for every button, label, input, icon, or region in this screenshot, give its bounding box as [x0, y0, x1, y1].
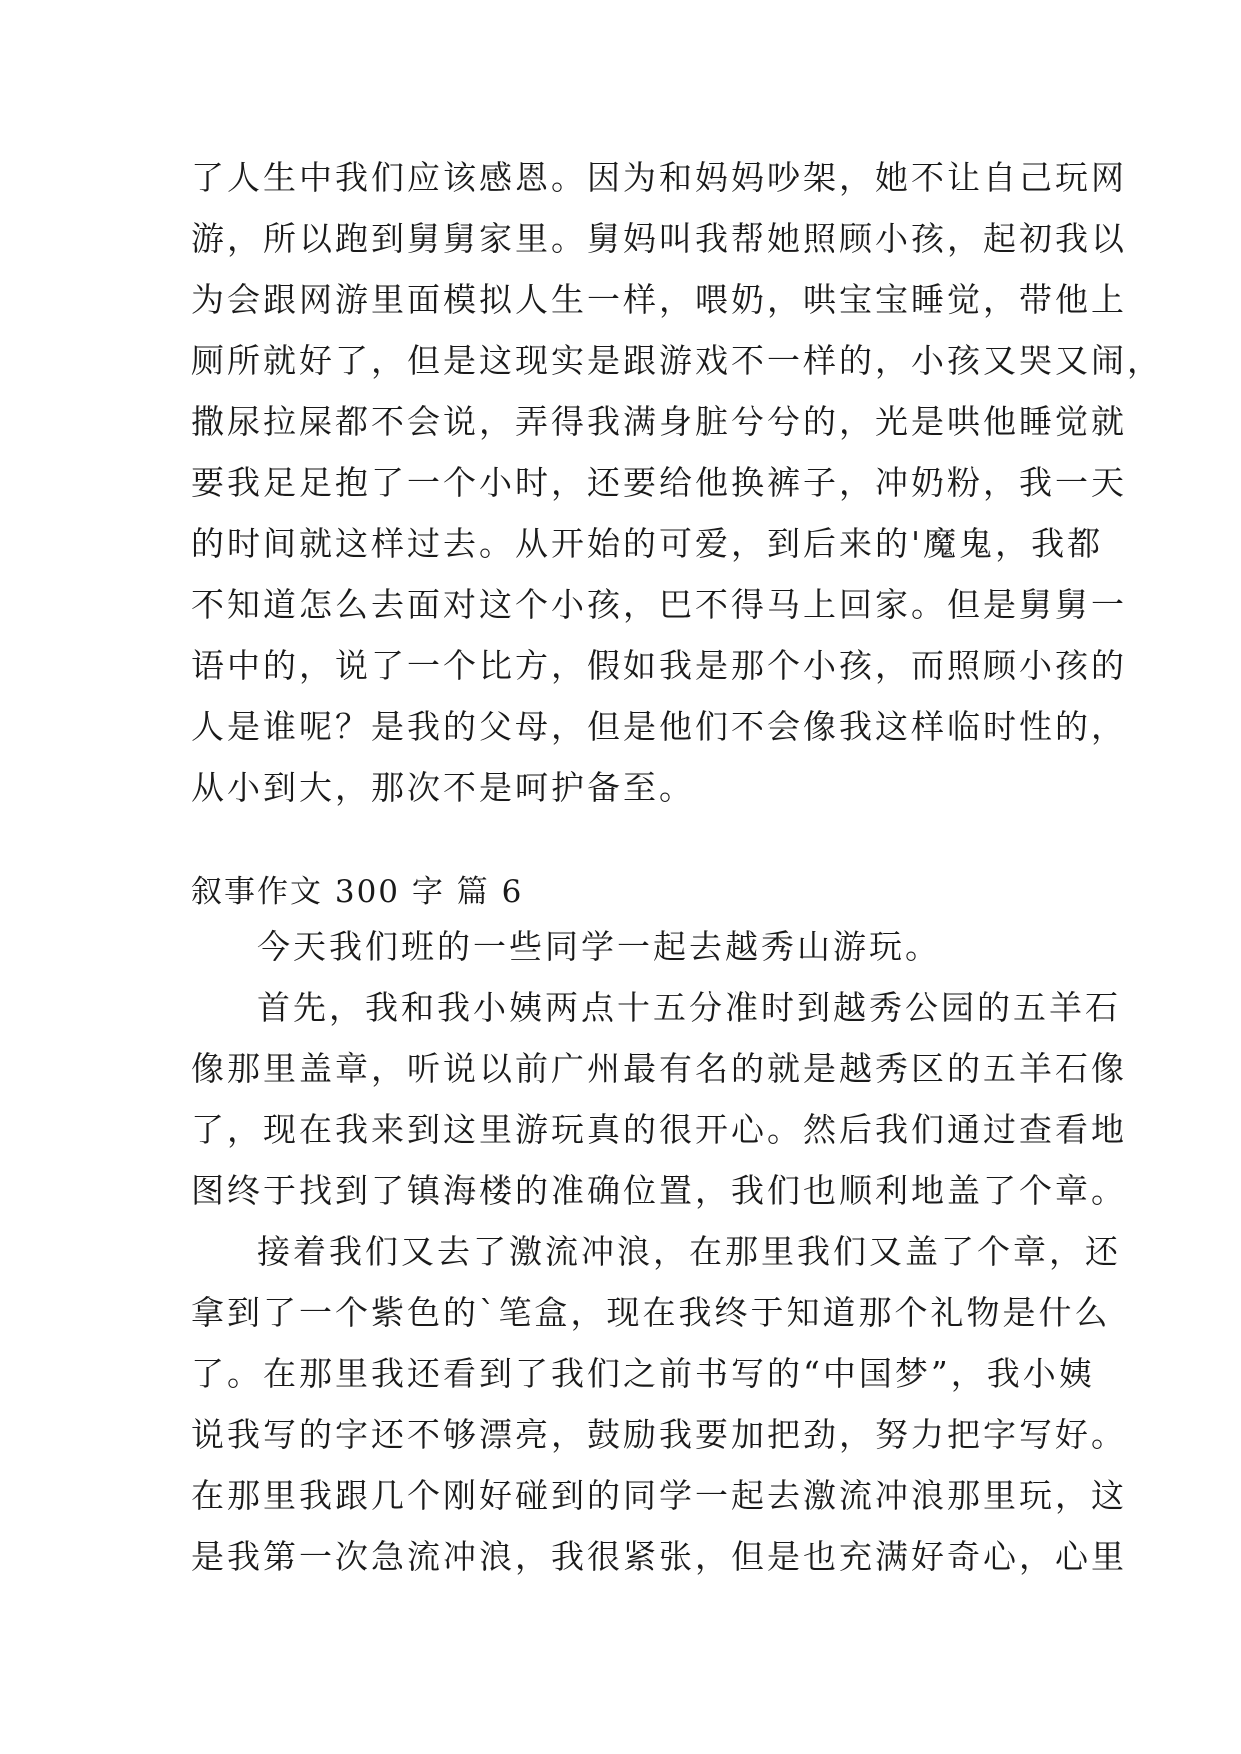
text-line: 的时间就这样过去。从开始的可爱，到后来的'魔鬼，我都	[191, 524, 1104, 563]
text-line: 不知道怎么去面对这个小孩，巴不得马上回家。但是舅舅一	[191, 585, 1127, 624]
text-line: 游，所以跑到舅舅家里。舅妈叫我帮她照顾小孩，起初我以	[191, 219, 1127, 258]
text-line: 人是谁呢？是我的父母，但是他们不会像我这样临时性的，	[191, 707, 1127, 746]
text-line: 图终于找到了镇海楼的准确位置，我们也顺利地盖了个章。	[191, 1171, 1127, 1210]
text-line: 是我第一次急流冲浪，我很紧张，但是也充满好奇心，心里	[191, 1537, 1127, 1576]
text-line: 了人生中我们应该感恩。因为和妈妈吵架，她不让自己玩网	[191, 158, 1127, 197]
text-line: 了，现在我来到这里游玩真的很开心。然后我们通过查看地	[191, 1110, 1127, 1149]
text-line: 拿到了一个紫色的`笔盒，现在我终于知道那个礼物是什么	[191, 1293, 1111, 1332]
text-line: 今天我们班的一些同学一起去越秀山游玩。	[257, 927, 941, 966]
text-line: 要我足足抱了一个小时，还要给他换裤子，冲奶粉，我一天	[191, 463, 1127, 502]
text-line: 首先，我和我小姨两点十五分准时到越秀公园的五羊石	[257, 988, 1121, 1027]
text-line: 像那里盖章，听说以前广州最有名的就是越秀区的五羊石像	[191, 1049, 1127, 1088]
text-line: 了。在那里我还看到了我们之前书写的“中国梦”，我小姨	[191, 1354, 1095, 1393]
text-line: 说我写的字还不够漂亮，鼓励我要加把劲，努力把字写好。	[191, 1415, 1127, 1454]
text-line: 厕所就好了，但是这现实是跟游戏不一样的，小孩又哭又闹，	[191, 341, 1163, 380]
text-line: 在那里我跟几个刚好碰到的同学一起去激流冲浪那里玩，这	[191, 1476, 1127, 1515]
text-line: 从小到大，那次不是呵护备至。	[191, 768, 695, 807]
text-line: 为会跟网游里面模拟人生一样，喂奶，哄宝宝睡觉，带他上	[191, 280, 1127, 319]
section-heading: 叙事作文 300 字 篇 6	[191, 874, 524, 910]
text-line: 接着我们又去了激流冲浪，在那里我们又盖了个章，还	[257, 1232, 1121, 1271]
text-line: 语中的，说了一个比方，假如我是那个小孩，而照顾小孩的	[191, 646, 1127, 685]
text-line: 撒尿拉屎都不会说，弄得我满身脏兮兮的，光是哄他睡觉就	[191, 402, 1127, 441]
